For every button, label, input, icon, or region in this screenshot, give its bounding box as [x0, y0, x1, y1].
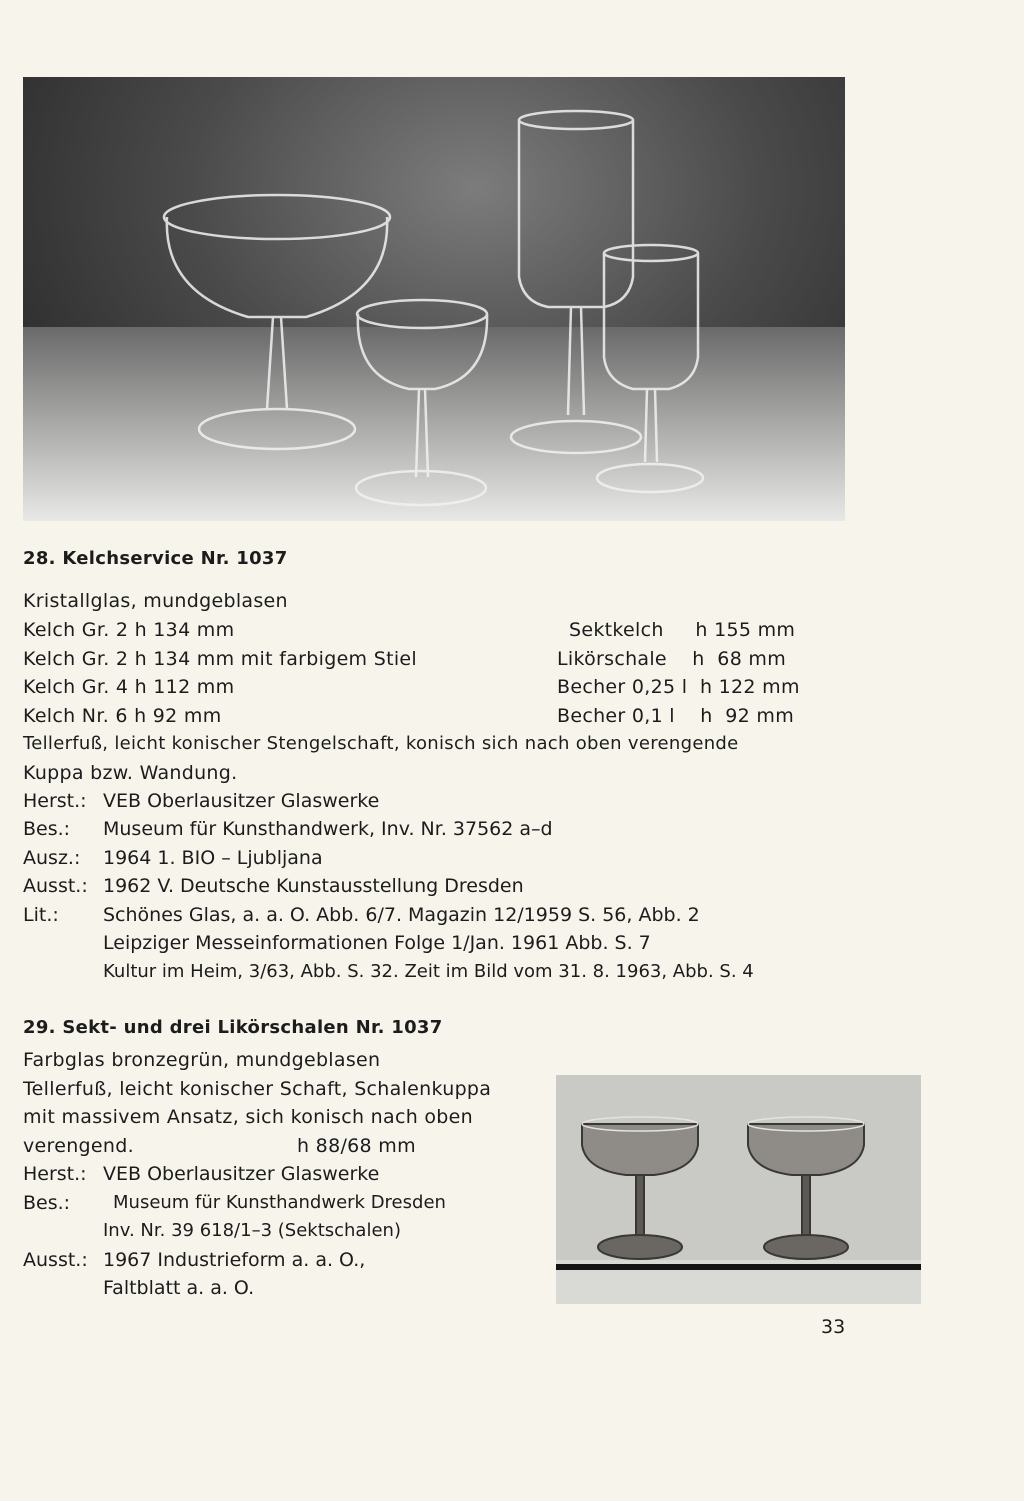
coupe-pair-illustration: [556, 1075, 921, 1304]
entry-28-right-item: Becher 0,25 l h 122 mm: [557, 676, 800, 698]
entry-29-height: h 88/68 mm: [297, 1135, 416, 1157]
entry-29-bes-label: Bes.:: [23, 1192, 71, 1214]
entry-29-bes-value: Inv. Nr. 39 618/1–3 (Sektschalen): [103, 1220, 401, 1241]
glass-set-photo: [23, 77, 845, 521]
entry-28-herst-label: Herst.:: [23, 790, 87, 812]
entry-28-ausz-label: Ausz.:: [23, 847, 81, 869]
entry-29-ausst-value: 1967 Industrieform a. a. O.,: [103, 1249, 366, 1271]
entry-28-left-item: Kelch Gr. 4 h 112 mm: [23, 676, 235, 698]
glass-set-illustration: [23, 77, 845, 521]
entry-28-left-item: Kelch Gr. 2 h 134 mm mit farbigem Stiel: [23, 648, 417, 670]
entry-28-lit-line: Kultur im Heim, 3/63, Abb. S. 32. Zeit im Bild vom 31. 8. 1963, Abb. S. 4: [103, 961, 754, 982]
entry-28-bes-label: Bes.:: [23, 818, 71, 840]
entry-28-right-item: Likörschale h 68 mm: [557, 648, 787, 670]
entry-28-left-item: Kelch Nr. 6 h 92 mm: [23, 705, 222, 727]
entry-28-right-item: Becher 0,1 l h 92 mm: [557, 705, 794, 727]
entry-29-description: Tellerfuß, leicht konischer Schaft, Schalenkuppa: [23, 1078, 492, 1100]
entry-28-herst-value: VEB Oberlausitzer Glaswerke: [103, 790, 380, 812]
entry-28-description: Tellerfuß, leicht konischer Stengelschaft, konisch sich nach oben verengende: [23, 733, 739, 754]
entry-29-description: verengend.: [23, 1135, 134, 1157]
entry-28-lit-line: Leipziger Messeinformationen Folge 1/Jan. 1961 Abb. S. 7: [103, 932, 651, 954]
entry-28-left-item: Kelch Gr. 2 h 134 mm: [23, 619, 235, 641]
entry-29-ausst-value: Faltblatt a. a. O.: [103, 1277, 255, 1299]
entry-28-ausst-label: Ausst.:: [23, 875, 88, 897]
entry-29-material: Farbglas bronzegrün, mundgeblasen: [23, 1049, 381, 1071]
entry-28-ausz-value: 1964 1. BIO – Ljubljana: [103, 847, 323, 869]
entry-29-ausst-label: Ausst.:: [23, 1249, 88, 1271]
entry-28-lit-label: Lit.:: [23, 904, 59, 926]
entry-28-lit-line: Schönes Glas, a. a. O. Abb. 6/7. Magazin 12/1959 S. 56, Abb. 2: [103, 904, 700, 926]
entry-29-herst-value: VEB Oberlausitzer Glaswerke: [103, 1163, 380, 1185]
entry-28-description: Kuppa bzw. Wandung.: [23, 762, 238, 784]
coupe-pair-photo: [556, 1075, 921, 1304]
entry-29-heading: 29. Sekt- und drei Likörschalen Nr. 1037: [23, 1017, 443, 1038]
entry-28-bes-value: Museum für Kunsthandwerk, Inv. Nr. 37562 a–d: [103, 818, 553, 840]
entry-28-ausst-value: 1962 V. Deutsche Kunstausstellung Dresden: [103, 875, 524, 897]
entry-29-bes-value: Museum für Kunsthandwerk Dresden: [113, 1192, 446, 1213]
entry-28-material: Kristallglas, mundgeblasen: [23, 590, 288, 612]
page-number: 33: [821, 1316, 846, 1338]
entry-29-description: mit massivem Ansatz, sich konisch nach oben: [23, 1106, 474, 1128]
entry-28-heading: 28. Kelchservice Nr. 1037: [23, 548, 288, 569]
entry-28-right-item: Sektkelch h 155 mm: [569, 619, 796, 641]
entry-29-herst-label: Herst.:: [23, 1163, 87, 1185]
